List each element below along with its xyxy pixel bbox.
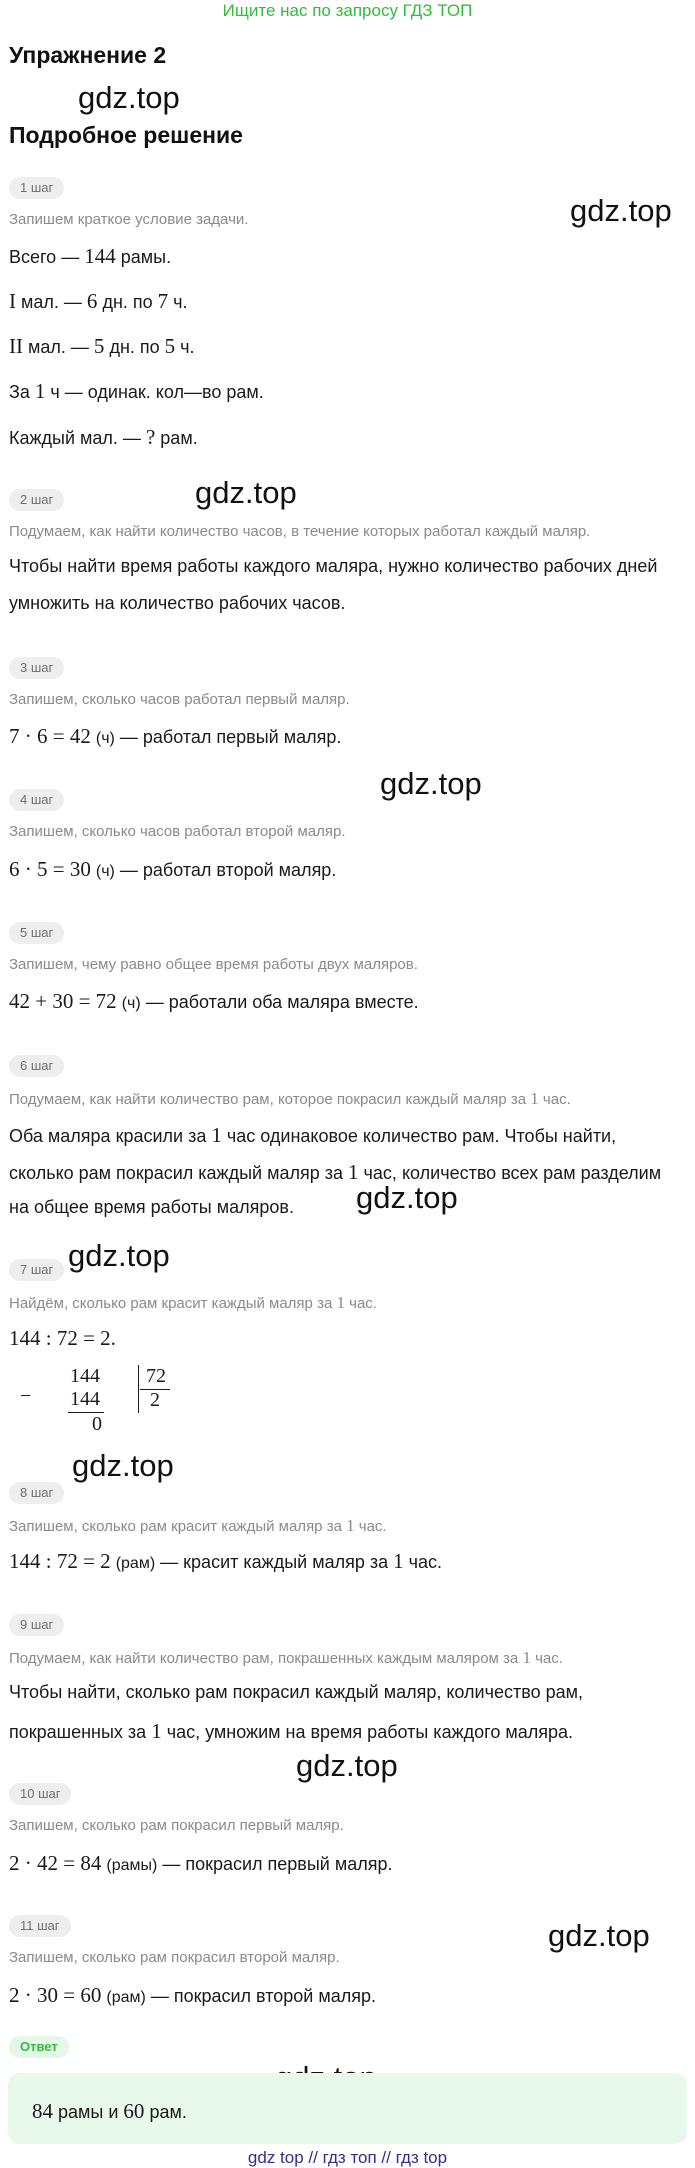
watermark: gdz.top: [195, 475, 297, 510]
step-7-note: Найдём, сколько рам красит каждый маляр за 1 час.: [9, 1293, 377, 1312]
watermark: gdz.top: [570, 193, 672, 228]
step-9-badge: 9 шаг: [9, 1614, 64, 1636]
division-dividend: 144: [70, 1365, 100, 1387]
step-7-badge: 7 шаг: [9, 1259, 64, 1281]
step-2-text-2: умножить на количество рабочих часов.: [9, 593, 346, 613]
step-5-note: Запишем, чему равно общее время работы двух маляров.: [9, 956, 418, 973]
division-subtrahend: 144: [70, 1388, 100, 1410]
condition-painter-2: II мал. — 5 дн. по 5 ч.: [9, 334, 195, 358]
step-9-text-1: Чтобы найти, сколько рам покрасил каждый маляр, количество рам,: [9, 1682, 583, 1702]
condition-rate: За 1 ч — одинак. кол—во рам.: [9, 379, 264, 403]
watermark: gdz.top: [296, 1748, 398, 1783]
step-4-result: 6 · 5 = 30 (ч) — работал второй маляр.: [9, 857, 337, 881]
step-4-note: Запишем, сколько часов работал второй маляр.: [9, 823, 346, 840]
step-1-note: Запишем краткое условие задачи.: [9, 211, 249, 228]
step-2-note: Подумаем, как найти количество часов, в течение которых работал каждый маляр.: [9, 523, 591, 540]
step-7-result: 144 : 72 = 2.: [9, 1326, 116, 1350]
step-6-note: Подумаем, как найти количество рам, которое покрасил каждый маляр за 1 час.: [9, 1089, 571, 1108]
watermark: gdz.top: [548, 1918, 650, 1953]
watermark: gdz.top: [356, 1180, 458, 1215]
step-6-text-1: Оба маляра красили за 1 час одинаковое количество рам. Чтобы найти,: [9, 1123, 617, 1147]
answer-text: 84 рамы и 60 рам.: [32, 2099, 187, 2123]
step-11-note: Запишем, сколько рам покрасил второй маляр.: [9, 1949, 340, 1966]
footer-links[interactable]: gdz top // гдз топ // гдз top: [247, 2148, 448, 2167]
watermark: gdz.top: [380, 766, 482, 801]
step-1-badge: 1 шаг: [9, 177, 64, 199]
step-11-result: 2 · 30 = 60 (рам) — покрасил второй маляр.: [9, 1983, 376, 2007]
step-9-note: Подумаем, как найти количество рам, покрашенных каждым маляром за 1 час.: [9, 1648, 563, 1667]
step-10-note: Запишем, сколько рам покрасил первый маляр.: [9, 1817, 344, 1834]
step-10-badge: 10 шаг: [9, 1783, 71, 1805]
step-10-result: 2 · 42 = 84 (рамы) — покрасил первый маляр.: [9, 1851, 393, 1875]
step-3-badge: 3 шаг: [9, 657, 64, 679]
condition-question: Каждый мал. — ? рам.: [9, 425, 198, 449]
step-4-badge: 4 шаг: [9, 789, 64, 811]
condition-total: Всего — 144 рамы.: [9, 244, 172, 268]
watermark: gdz.top: [68, 1238, 170, 1273]
long-division: [14, 1365, 214, 1445]
step-2-text-1: Чтобы найти время работы каждого маляра, нужно количество рабочих дней: [9, 556, 658, 576]
step-6-badge: 6 шаг: [9, 1055, 64, 1077]
step-6-text-2: сколько рам покрасил каждый маляр за 1 час, количество всех рам разделим: [9, 1160, 662, 1184]
watermark: gdz.top: [78, 80, 180, 115]
condition-painter-1: I мал. — 6 дн. по 7 ч.: [9, 289, 188, 313]
step-8-badge: 8 шаг: [9, 1482, 64, 1504]
watermark: gdz.top: [72, 1448, 174, 1483]
exercise-title: Упражнение 2: [9, 42, 167, 68]
solution-title: Подробное решение: [9, 122, 243, 148]
division-remainder: 0: [92, 1413, 102, 1435]
step-3-note: Запишем, сколько часов работал первый маляр.: [9, 691, 350, 708]
step-8-result: 144 : 72 = 2 (рам) — красит каждый маляр за 1 час.: [9, 1549, 443, 1573]
division-quotient: 2: [150, 1389, 160, 1411]
step-6-text-3: на общее время работы маляров.: [9, 1197, 294, 1217]
step-2-badge: 2 шаг: [9, 489, 64, 511]
step-3-result: 7 · 6 = 42 (ч) — работал первый маляр.: [9, 724, 342, 748]
step-9-text-2: покрашенных за 1 час, умножим на время работы каждого маляра.: [9, 1719, 573, 1743]
answer-badge: Ответ: [9, 2036, 69, 2058]
step-11-badge: 11 шаг: [9, 1915, 71, 1937]
search-banner[interactable]: Ищите нас по запросу ГДЗ ТОП: [222, 1, 473, 20]
division-minus: −: [20, 1385, 32, 1407]
step-5-badge: 5 шаг: [9, 922, 64, 944]
step-5-result: 42 + 30 = 72 (ч) — работали оба маляра вместе.: [9, 989, 419, 1013]
step-8-note: Запишем, сколько рам красит каждый маляр за 1 час.: [9, 1516, 387, 1535]
division-bar: [138, 1365, 139, 1413]
division-divisor: 72: [146, 1365, 166, 1387]
